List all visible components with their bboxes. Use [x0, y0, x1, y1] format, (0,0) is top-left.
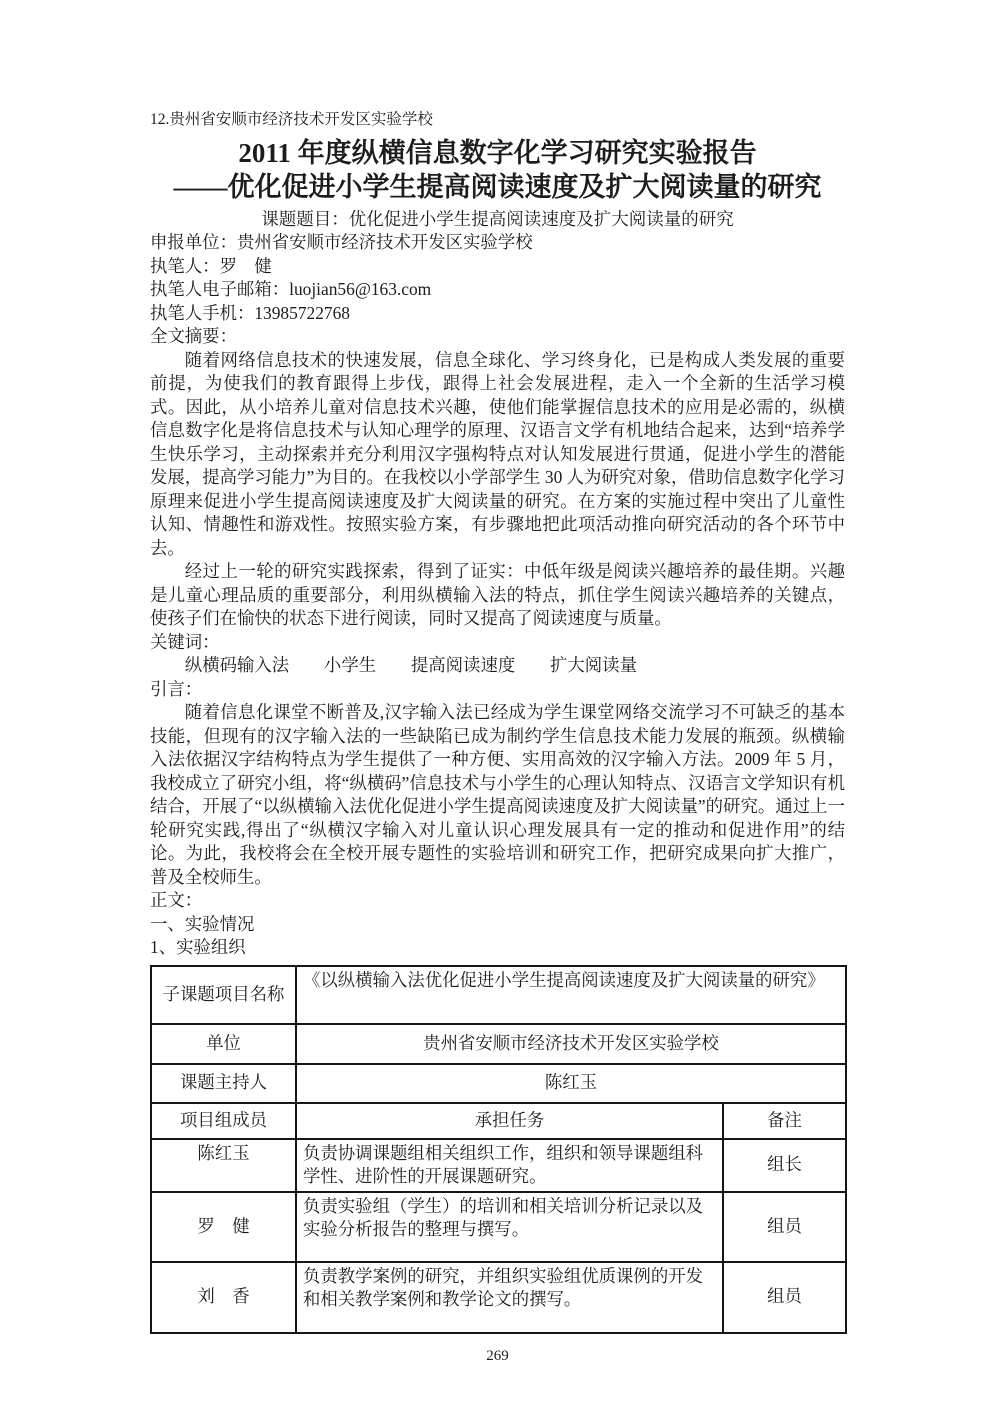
keywords-list: 纵横码输入法 小学生 提高阅读速度 扩大阅读量	[184, 655, 637, 675]
author-line: 执笔人：罗 健	[150, 255, 272, 276]
subproject-label-cell: 子课题项目名称	[151, 966, 296, 1024]
report-title: 2011 年度纵横信息数字化学习研究实验报告	[238, 138, 757, 168]
member-2-task-cell: 负责实验组（学生）的培训和相关培训分析记录以及实验分析报告的整理与撰写。	[296, 1192, 723, 1262]
member-1-task-cell: 负责协调课题组相关组织工作，组织和领导课题组科学性、进阶性的开展课题研究。	[296, 1139, 723, 1192]
table-row-subproject	[151, 966, 846, 1024]
note-column-header: 备注	[723, 1103, 846, 1139]
members-column-header: 项目组成员	[151, 1103, 296, 1139]
main-text-label: 正文：	[150, 890, 203, 910]
member-1-note-cell: 组长	[723, 1139, 846, 1192]
report-subtitle: ——优化促进小学生提高阅读速度及扩大阅读量的研究	[173, 172, 822, 202]
table-header-row	[151, 1103, 846, 1139]
introduction-label: 引言：	[150, 678, 203, 699]
member-2-name-cell: 罗 健	[151, 1192, 296, 1262]
table-row-leader	[151, 1064, 846, 1103]
leader-label-cell: 课题主持人	[151, 1064, 296, 1103]
abstract-paragraph-1: 随着网络信息技术的快速发展，信息全球化、学习终身化，已是构成人类发展的重要前提，为使我们的教育跟得上步伐，跟得上社会发展进程，走入一个全新的生活学习模式。因此，从小培养儿童对信息技术兴趣，使他们能掌握信息技术的应用是必需的，纵横信息数字化是将信息技术与认知心理学的原理、汉语言文学有机地结合起来，达到“培养学生快乐学习，主动探索并充分利用汉字强构特点对认知发展进行贯通，促进小学生的潜能发展，提高学习能力”为目的。在我校以小学部学生 30 人为研究对象，借助信息数字化学习原理来促进小学生提高阅读速度及扩大阅读量的研究。在方案的实施过程中突出了儿童性认知、情趣性和游戏性。按照实验方案，有步骤地把此项活动推向研究活动的各个环节中去。	[150, 349, 845, 558]
member-3-note-cell: 组员	[723, 1262, 846, 1333]
abstract-label: 全文摘要：	[150, 326, 237, 346]
topic-line: 课题题目：优化促进小学生提高阅读速度及扩大阅读量的研究	[261, 209, 734, 229]
leader-value-cell: 陈红玉	[296, 1064, 846, 1103]
table-row-unit	[151, 1024, 846, 1064]
email-line: 执笔人电子邮箱：luojian56@163.com	[150, 279, 432, 299]
member-3-name-cell: 刘 香	[151, 1262, 296, 1333]
keywords-label: 关键词：	[150, 631, 220, 652]
experiment-organization-table	[150, 965, 847, 1334]
unit-value-cell: 贵州省安顺市经济技术开发区实验学校	[296, 1024, 846, 1064]
school-heading: 12.贵州省安顺市经济技术开发区实验学校	[150, 111, 433, 128]
table-row-member-3	[151, 1262, 846, 1333]
tasks-column-header: 承担任务	[296, 1103, 723, 1139]
abstract-paragraph-2: 经过上一轮的研究实践探索，得到了证实：中低年级是阅读兴趣培养的最佳期。兴趣是儿童心理品质的重要部分，利用纵横输入法的特点，抓住学生阅读兴趣培养的关键点，使孩子们在愉快的状态下进行阅读，同时又提高了阅读速度与质量。	[150, 561, 845, 628]
member-3-task-cell: 负责教学案例的研究，并组织实验组优质课例的开发和相关教学案例和教学论文的撰写。	[296, 1262, 723, 1333]
member-1-name-cell: 陈红玉	[151, 1139, 296, 1192]
table-row-member-2	[151, 1192, 846, 1262]
subsection-1-heading: 1、实验组织	[150, 937, 246, 957]
page-number: 269	[486, 1347, 509, 1364]
section-1-heading: 一、实验情况	[150, 913, 255, 934]
document-content	[150, 110, 845, 1365]
introduction-paragraph: 随着信息化课堂不断普及,汉字输入法已经成为学生课堂网络交流学习不可缺乏的基本技能，但现有的汉字输入法的一些缺陷已成为制约学生信息技术能力发展的瓶颈。纵横输入法依据汉字结构特点为学生提供了一种方便、实用高效的汉字输入方法。2009 年 5 月，我校成立了研究小组，将“纵横码”信息技术与小学生的心理认知特点、汉语言文学知识有机结合，开展了“以纵横输入法优化促进小学生提高阅读速度及扩大阅读量”的研究。通过上一轮研究实践,得出了“纵横汉字输入对儿童认识心理发展具有一定的推动和促进作用”的结论。为此，我校将会在全校开展专题性的实验培训和研究工作，把研究成果向扩大推广，普及全校师生。	[150, 702, 845, 887]
unit-label-cell: 单位	[151, 1024, 296, 1064]
subproject-value-cell: 《以纵横输入法优化促进小学生提高阅读速度及扩大阅读量的研究》	[296, 966, 846, 1024]
apply-unit-line: 申报单位：贵州省安顺市经济技术开发区实验学校	[150, 232, 533, 252]
member-2-note-cell: 组员	[723, 1192, 846, 1262]
phone-line: 执笔人手机：13985722768	[150, 302, 350, 323]
table-row-member-1	[151, 1139, 846, 1192]
